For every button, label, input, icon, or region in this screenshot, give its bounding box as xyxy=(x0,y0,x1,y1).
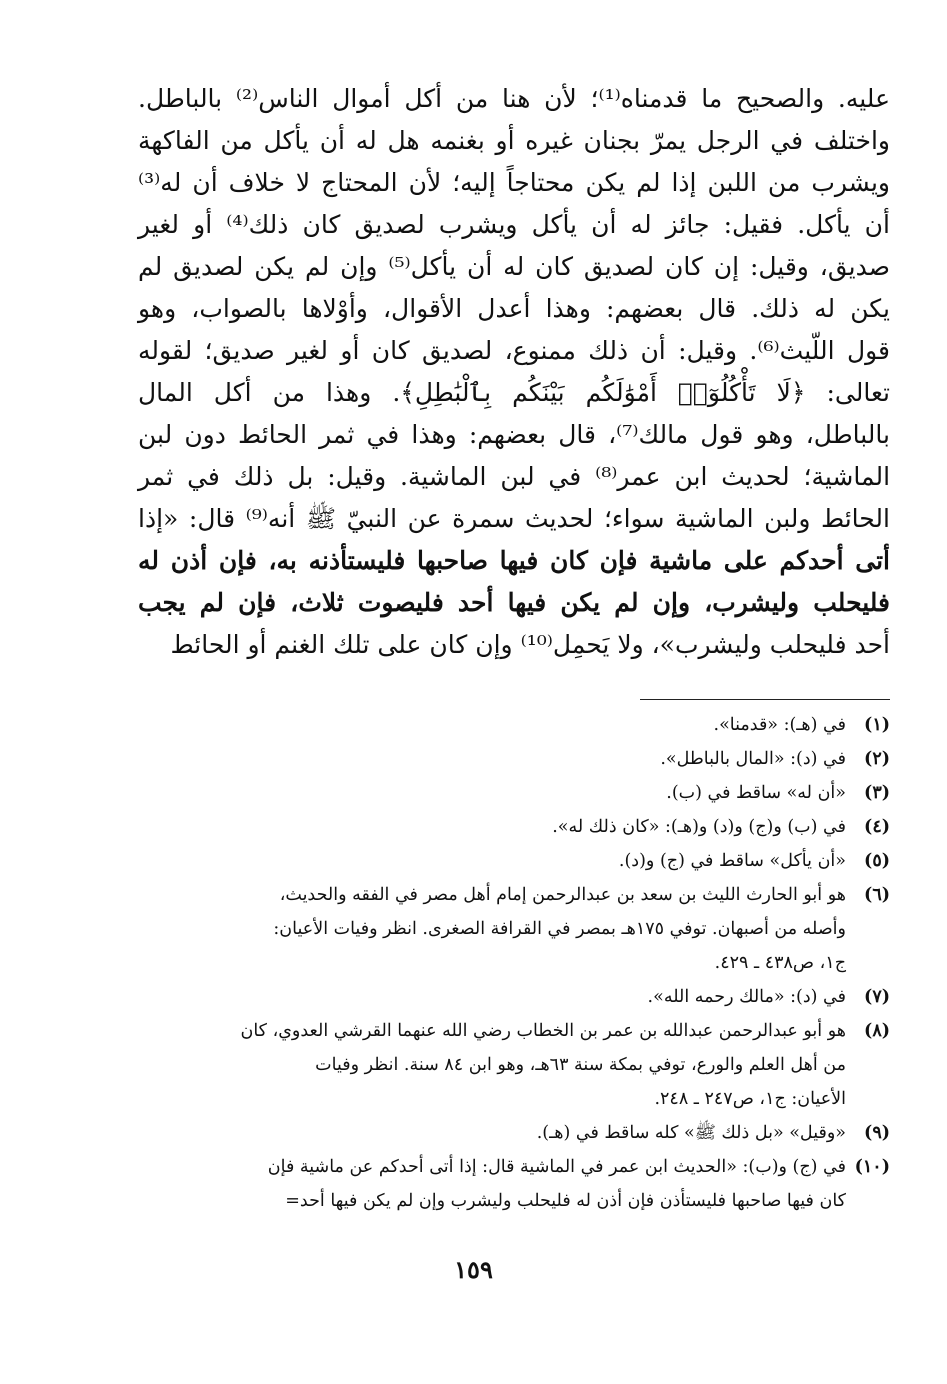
footnote-line xyxy=(138,946,890,980)
text-line: الحائط ولبن الماشية سواء؛ لحديث سمرة عن النبيّ ﷺ أنه⁽⁹⁾ قال: «إذا xyxy=(138,504,890,533)
footnote-text: في (د): «المال بالباطل». xyxy=(660,749,846,769)
text-line: عليه. والصحيح ما قدمناه⁽¹⁾؛ لأن هنا من أكل أموال الناس⁽²⁾ بالباطل. xyxy=(138,84,891,113)
page-number: ١٥٩ xyxy=(454,1255,493,1284)
footnote-number: (٣) xyxy=(864,783,890,803)
footnote-line xyxy=(138,1048,890,1082)
text-line: بالباطل، وهو قول مالك⁽⁷⁾، قال بعضهم: وهذا في ثمر الحائط دون لبن xyxy=(138,420,890,449)
footnote-text: هو أبو الحارث الليث بن سعد بن عبدالرحمن إمام أهل مصر في الفقه والحديث، xyxy=(279,885,846,905)
text-line: قول اللّيث⁽⁶⁾. وقيل: أن ذلك ممنوع، لصديق كان أو لغير صديق؛ لقوله xyxy=(138,336,890,365)
footnote-number: (١) xyxy=(864,715,890,735)
footnote-text: «وقيل» «بل ذلك ﷺ» كله ساقط في (هـ). xyxy=(536,1123,846,1143)
footnote-line xyxy=(138,1014,890,1048)
footnote-text: وأصله من أصبهان. توفي ١٧٥هـ بمصر في القرافة الصغرى. انظر وفيات الأعيان: xyxy=(273,919,846,939)
footnote-text: كان فيها صاحبها فليستأذن فإن أذن له فليحلب وليشرب وإن لم يكن فيها أحد= xyxy=(285,1191,846,1211)
text-line: أحد فليحلب وليشرب»، ولا يَحمِل⁽¹⁰⁾ وإن كان على تلك الغنم أو الحائط xyxy=(170,630,890,659)
footnote-line xyxy=(138,810,890,844)
footnote-line xyxy=(138,878,890,912)
text-line: يكن له ذلك. قال بعضهم: وهذا أعدل الأقوال، وأوْلاها بالصواب، وهو xyxy=(138,294,890,323)
text-line: صديق، وقيل: إن كان لصديق كان له أن يأكل⁽⁵⁾ وإن لم يكن لصديق لم xyxy=(138,252,890,281)
footnote-line xyxy=(138,742,890,776)
footnote-line xyxy=(138,1184,890,1218)
footnote-line xyxy=(138,1082,890,1116)
footnote-number: (١٠) xyxy=(854,1157,890,1177)
text-line: تعالى: ﴿لَا تَأْكُلُوٓا۟ أَمْوَٰلَكُم بَيْنَكُم بِٱلْبَٰطِلِ﴾. وهذا من أكل المال xyxy=(138,378,890,407)
footnote-text: ج١، ص٤٣٨ ـ ٤٢٩. xyxy=(714,953,846,973)
footnote-number: (٢) xyxy=(864,749,890,769)
text-line: الماشية؛ لحديث ابن عمر⁽⁸⁾ في لبن الماشية. وقيل: بل ذلك في ثمر xyxy=(138,462,891,491)
footnote-divider xyxy=(640,699,890,700)
footnote-line xyxy=(138,912,890,946)
text-line: أن يأكل. فقيل: جائز له أن يأكل ويشرب لصديق كان ذلك⁽⁴⁾ أو لغير xyxy=(138,210,890,239)
footnote-number: (٥) xyxy=(864,851,890,871)
footnote-text: الأعيان: ج١، ص٢٤٧ ـ ٢٤٨. xyxy=(654,1089,846,1109)
main-text-block xyxy=(138,78,890,666)
footnote-text: «أن يأكل» ساقط في (ج) و(د). xyxy=(618,851,846,871)
footnote-text: في (هـ): «قدمنا». xyxy=(713,715,846,735)
footnote-text: في (ب) و(ج) و(د) و(هـ): «كان ذلك له». xyxy=(552,817,846,837)
footnote-line xyxy=(138,708,890,742)
footnote-number: (٦) xyxy=(864,885,890,905)
footnote-line xyxy=(138,1150,890,1184)
text-line: فليحلب وليشرب، وإن لم يكن فيها أحد فليصوت ثلاث، فإن لم يجب xyxy=(138,588,890,617)
footnote-text: من أهل العلم والورع، توفي بمكة سنة ٦٣هـ، وهو ابن ٨٤ سنة. انظر وفيات xyxy=(315,1055,846,1075)
footnote-text: «أن له» ساقط في (ب). xyxy=(666,783,846,803)
footnote-number: (٩) xyxy=(864,1123,890,1143)
footnote-number: (٤) xyxy=(864,817,890,837)
footnote-line xyxy=(138,844,890,878)
text-line: واختلف في الرجل يمرّ بجنان غيره أو بغنمه هل له أن يأكل من الفاكهة xyxy=(138,126,890,155)
footnote-number: (٨) xyxy=(864,1021,890,1041)
text-line: أتى أحدكم على ماشية فإن كان فيها صاحبها فليستأذنه به، فإن أذن له xyxy=(138,546,890,575)
footnotes-block xyxy=(138,708,890,1218)
footnote-text: هو أبو عبدالرحمن عبدالله بن عمر بن الخطاب رضي الله عنهما القرشي العدوي، كان xyxy=(240,1021,846,1041)
footnote-text: في (د): «مالك رحمه الله». xyxy=(647,987,846,1007)
footnote-line xyxy=(138,776,890,810)
footnote-line xyxy=(138,1116,890,1150)
footnote-number: (٧) xyxy=(864,987,890,1007)
footnote-text: في (ج) و(ب): «الحديث ابن عمر في الماشية قال: إذا أتى أحدكم عن ماشية فإن xyxy=(267,1157,846,1177)
text-line: ويشرب من اللبن إذا لم يكن محتاجاً إليه؛ لأن المحتاج لا خلاف أن له⁽³⁾ xyxy=(138,168,890,197)
footnote-line xyxy=(138,980,890,1014)
